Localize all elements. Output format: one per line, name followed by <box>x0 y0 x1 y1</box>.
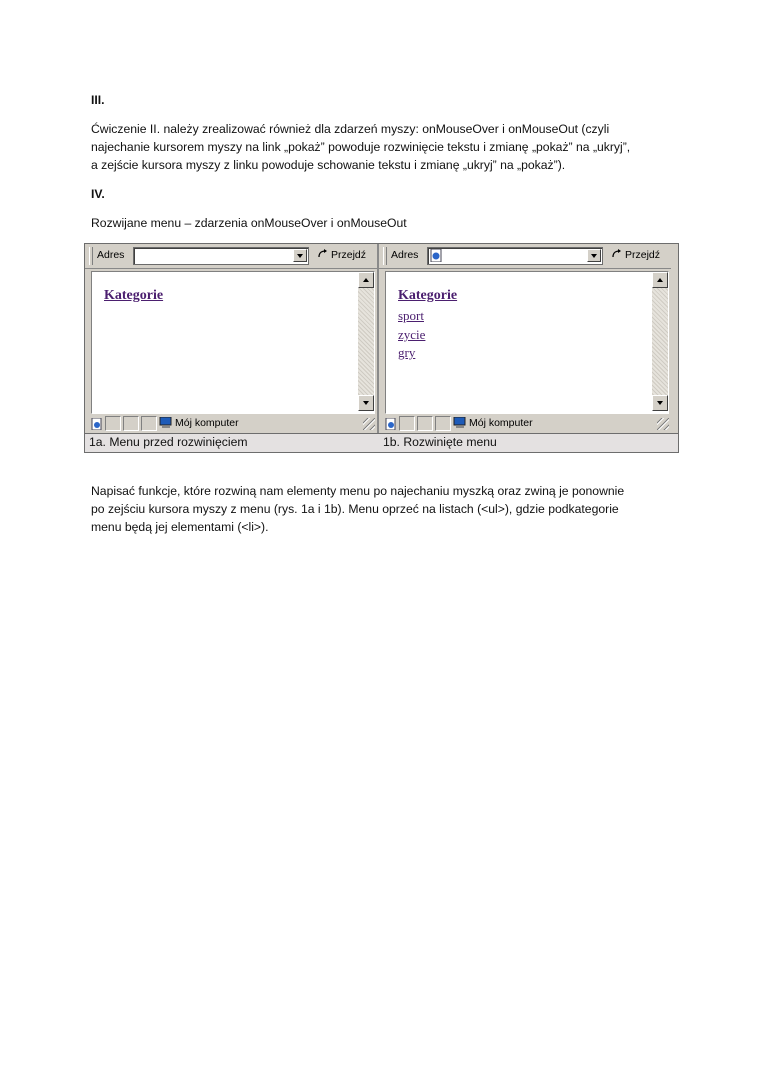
scroll-down-button[interactable] <box>358 395 374 411</box>
ie-page-icon <box>91 418 103 430</box>
scroll-up-button[interactable] <box>652 272 668 288</box>
paragraph-line: Ćwiczenie II. należy zrealizować również dla zdarzeń myszy: onMouseOver i onMouseOut (czyli <box>91 122 610 136</box>
status-cell <box>123 416 139 431</box>
browser-window-collapsed <box>85 244 377 433</box>
browser-window-expanded <box>379 244 671 433</box>
go-label: Przejdź <box>625 249 661 261</box>
figure-caption-row <box>85 433 678 452</box>
status-zone-text: Mój komputer <box>175 417 239 429</box>
address-bar <box>379 244 671 269</box>
page-viewport <box>385 271 669 414</box>
status-bar <box>379 414 671 433</box>
task-line: menu będą jej elementami (<li>). <box>91 520 269 534</box>
status-cell <box>141 416 157 431</box>
status-cell <box>435 416 451 431</box>
section-heading-iii: III. <box>91 93 105 107</box>
menu-item-zycie[interactable]: zycie <box>398 327 426 342</box>
status-cell <box>105 416 121 431</box>
address-input[interactable] <box>133 247 309 265</box>
ie-page-icon <box>385 418 397 430</box>
go-arrow-icon <box>611 248 623 260</box>
go-label: Przejdź <box>331 249 367 261</box>
status-cell <box>417 416 433 431</box>
go-arrow-icon <box>317 248 329 260</box>
status-cell <box>399 416 415 431</box>
resize-grip-icon[interactable] <box>657 418 669 430</box>
address-label: Adres <box>97 249 125 261</box>
task-line: Napisać funkcje, które rozwiną nam elementy menu po najechaniu myszką oraz zwiną je ponownie <box>91 484 625 498</box>
status-zone-text: Mój komputer <box>469 417 533 429</box>
browser-screenshots-figure <box>84 243 679 453</box>
address-input[interactable] <box>427 247 603 265</box>
caption-1b: 1b. Rozwinięte menu <box>383 435 497 449</box>
my-computer-icon <box>453 417 467 429</box>
section-intro: Rozwijane menu – zdarzenia onMouseOver i onMouseOut <box>91 216 407 230</box>
page-content <box>386 272 652 411</box>
ie-page-icon <box>430 249 443 262</box>
paragraph-line: a zejście kursora myszy z linku powoduje schowanie tekstu i zmianę „ukryj” na „pokaż”). <box>91 158 566 172</box>
menu-link-kategorie[interactable]: Kategorie <box>398 288 458 303</box>
my-computer-icon <box>159 417 173 429</box>
scroll-up-button[interactable] <box>358 272 374 288</box>
section-heading-iv: IV. <box>91 187 105 201</box>
menu-item-gry[interactable]: gry <box>398 345 416 360</box>
menu-link-kategorie[interactable]: Kategorie <box>104 288 164 303</box>
page-viewport <box>91 271 375 414</box>
page-content <box>92 272 358 411</box>
resize-grip-icon[interactable] <box>363 418 375 430</box>
menu-item-sport[interactable]: sport <box>398 308 424 323</box>
go-button[interactable] <box>611 248 660 261</box>
address-bar <box>85 244 377 269</box>
vertical-scrollbar[interactable] <box>358 272 374 411</box>
address-label: Adres <box>391 249 419 261</box>
toolbar-grip[interactable] <box>89 247 93 265</box>
vertical-scrollbar[interactable] <box>652 272 668 411</box>
scroll-down-button[interactable] <box>652 395 668 411</box>
address-dropdown-button[interactable] <box>587 249 601 262</box>
status-bar <box>85 414 377 433</box>
caption-1a: 1a. Menu przed rozwinięciem <box>89 435 248 449</box>
go-button[interactable] <box>317 248 366 261</box>
task-line: po zejściu kursora myszy z menu (rys. 1a i 1b). Menu oprzeć na listach (<ul>), gdzie podkategorie <box>91 502 619 516</box>
address-dropdown-button[interactable] <box>293 249 307 262</box>
paragraph-line: najechanie kursorem myszy na link „pokaż” powoduje rozwinięcie tekstu i zmianę „pokaż” na „ukryj”, <box>91 140 631 154</box>
toolbar-grip[interactable] <box>383 247 387 265</box>
